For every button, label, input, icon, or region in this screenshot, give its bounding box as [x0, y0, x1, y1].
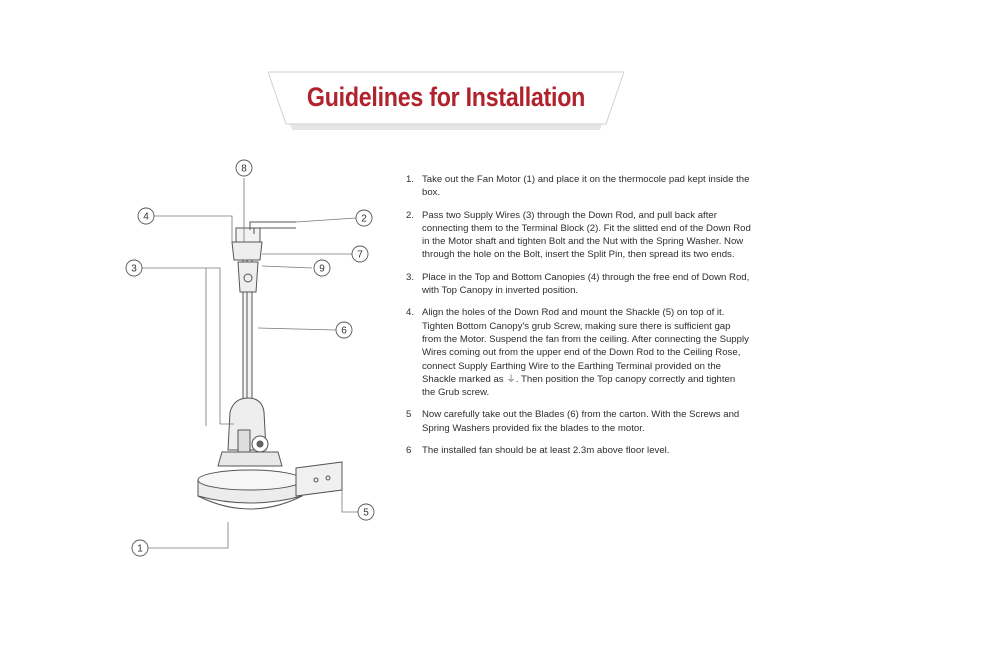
callout-1: 1: [137, 543, 143, 555]
callout-8: 8: [241, 163, 247, 175]
step-text: The installed fan should be at least 2.3m above floor level.: [422, 445, 670, 457]
instruction-step: [406, 444, 751, 457]
instruction-step: [406, 271, 751, 298]
page-title: Guidelines for Installation: [306, 82, 586, 112]
callout-2: 2: [361, 213, 367, 225]
step-text: Now carefully take out the Blades (6) from the carton. With the Screws and Spring Washers provided fix the blades to the motor.: [422, 409, 740, 434]
callout-4: 4: [143, 211, 149, 223]
callout-3: 3: [131, 263, 137, 275]
instruction-list: [406, 173, 751, 466]
callout-6: 6: [341, 325, 347, 337]
step-number: 6: [406, 445, 412, 457]
step-text: Place in the Top and Bottom Canopies (4) through the free end of Down Rod, with Top Canopy in inverted position.: [422, 271, 750, 297]
instruction-step: [406, 209, 751, 262]
step-number: 4.: [406, 307, 415, 319]
step-number: 5: [406, 409, 412, 421]
instruction-step: [406, 306, 751, 399]
title-banner: [268, 68, 624, 138]
callout-5: 5: [363, 507, 369, 519]
callout-7: 7: [357, 249, 363, 261]
instruction-step: [406, 408, 751, 435]
step-text: Pass two Supply Wires (3) through the Down Rod, and pull back after connecting them to the Terminal Block (2). Fit the slitted end of the Down Rod in the Motor shaft and tighten Bolt and the Nut with the Spring Washer. Now through the hole on the Bolt, insert the Split Pin, then spread its two ends.: [422, 209, 751, 261]
step-number: 1.: [406, 174, 415, 185]
step-text: Take out the Fan Motor (1) and place it on the thermocole pad kept inside the box.: [422, 174, 750, 199]
instruction-step: [406, 173, 751, 200]
step-number: 3.: [406, 271, 415, 283]
step-number: 2.: [406, 209, 415, 221]
fan-diagram: [120, 150, 390, 570]
step-text: Align the holes of the Down Rod and mount the Shackle (5) on top of it. Tighten Bottom Canopy's grub Screw, making sure there is sufficient gap from the Motor. Suspend the fan from the ceiling. After connecting the Supply Wires coming out from the upper end of the Down Rod to the Ceiling Rose, connect Supply Earthing Wire to the Earthing Terminal provided on the Shackle marked as ⏚. Then position the Top canopy correctly and tighten the Grub screw.: [422, 307, 749, 399]
fan-illustration: [120, 150, 390, 570]
callout-9: 9: [319, 263, 325, 275]
